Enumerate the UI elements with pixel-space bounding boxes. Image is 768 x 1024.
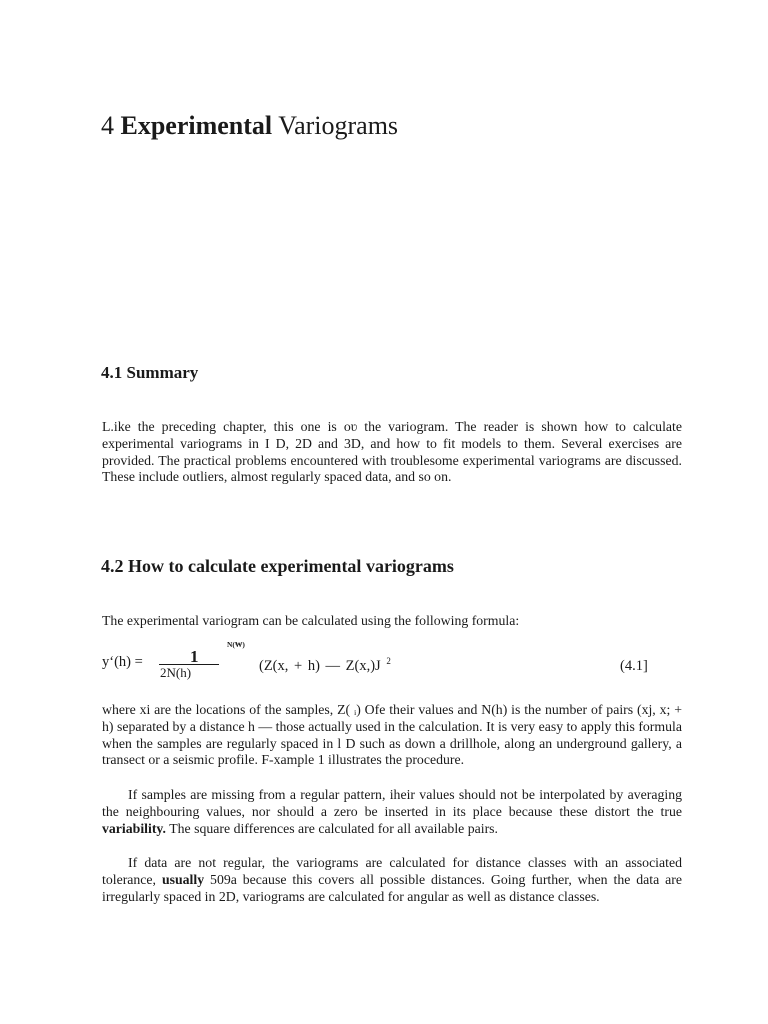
chapter-number: 4: [101, 111, 114, 140]
equation-exponent: 2: [386, 656, 391, 666]
p2-bold-term: variability.: [102, 820, 167, 836]
section-heading-summary: 4.1 Summary: [101, 363, 199, 382]
body-paragraph-3: [102, 855, 682, 905]
chapter-title-bold: Experimental: [120, 111, 273, 140]
p3-bold-term: usually: [161, 871, 205, 887]
equation-number: (4.1]: [620, 658, 648, 674]
intro-paragraph: The experimental variogram can be calculated using the following formula:: [102, 613, 520, 628]
chapter-title-rest: Variograms: [278, 111, 399, 140]
equation-sum-body: [259, 656, 391, 675]
equation-denominator: 2N(h): [160, 665, 192, 680]
body-paragraph-2: [102, 787, 682, 837]
body-paragraph-1: where xi are the locations of the samples, Z( ᵢ) Ofe their values and N(h) is the number of pairs (xj, x; + h) separated by a distance h — those actually used in the calculation. It is very easy to apply this formula when the samples are regularly spaced in l D such as down a drillhole, along an underground gallery, a transect or a seismic profile. F-xample 1 illustrates the procedure.: [102, 702, 682, 768]
chapter-title: [101, 108, 398, 144]
p3-text-a: If data are not regular, the variograms are calculated for distance classes with an associated tolerance,: [102, 855, 682, 887]
equation-numerator: 1: [190, 647, 199, 666]
sum-limit: N(₩): [227, 640, 245, 649]
p2-text-b: The square differences are calculated for all available pairs.: [169, 820, 498, 836]
p2-text-a: If samples are missing from a regular pattern, iheir values should not be interpolated by averaging the neighbouring values, nor should a zero be inserted in its place because these distort the true: [102, 787, 682, 819]
variogram-equation: [0, 636, 768, 686]
equation-lhs: y‘(h) =: [102, 654, 143, 670]
section-heading-calculate: 4.2 How to calculate experimental variograms: [101, 556, 454, 576]
p3-text-b: 509a because this covers all possible distances. Going further, when the data are irregularly spaced in 2D, variograms are calculated for angular as well as distance classes.: [102, 871, 682, 904]
sum-body-text: (Z(x, + h) — Z(x,)J: [259, 657, 381, 674]
summary-paragraph: L.ike the preceding chapter, this one is oʋ the variogram. The reader is shown how to calculate experimental variograms in I D, 2D and 3D, and how to fit models to them. Several exercises are provided. The practical problems encountered with troublesome experimental variograms are discussed. These include outliers, almost regularly spaced data, and so on.: [102, 419, 682, 485]
